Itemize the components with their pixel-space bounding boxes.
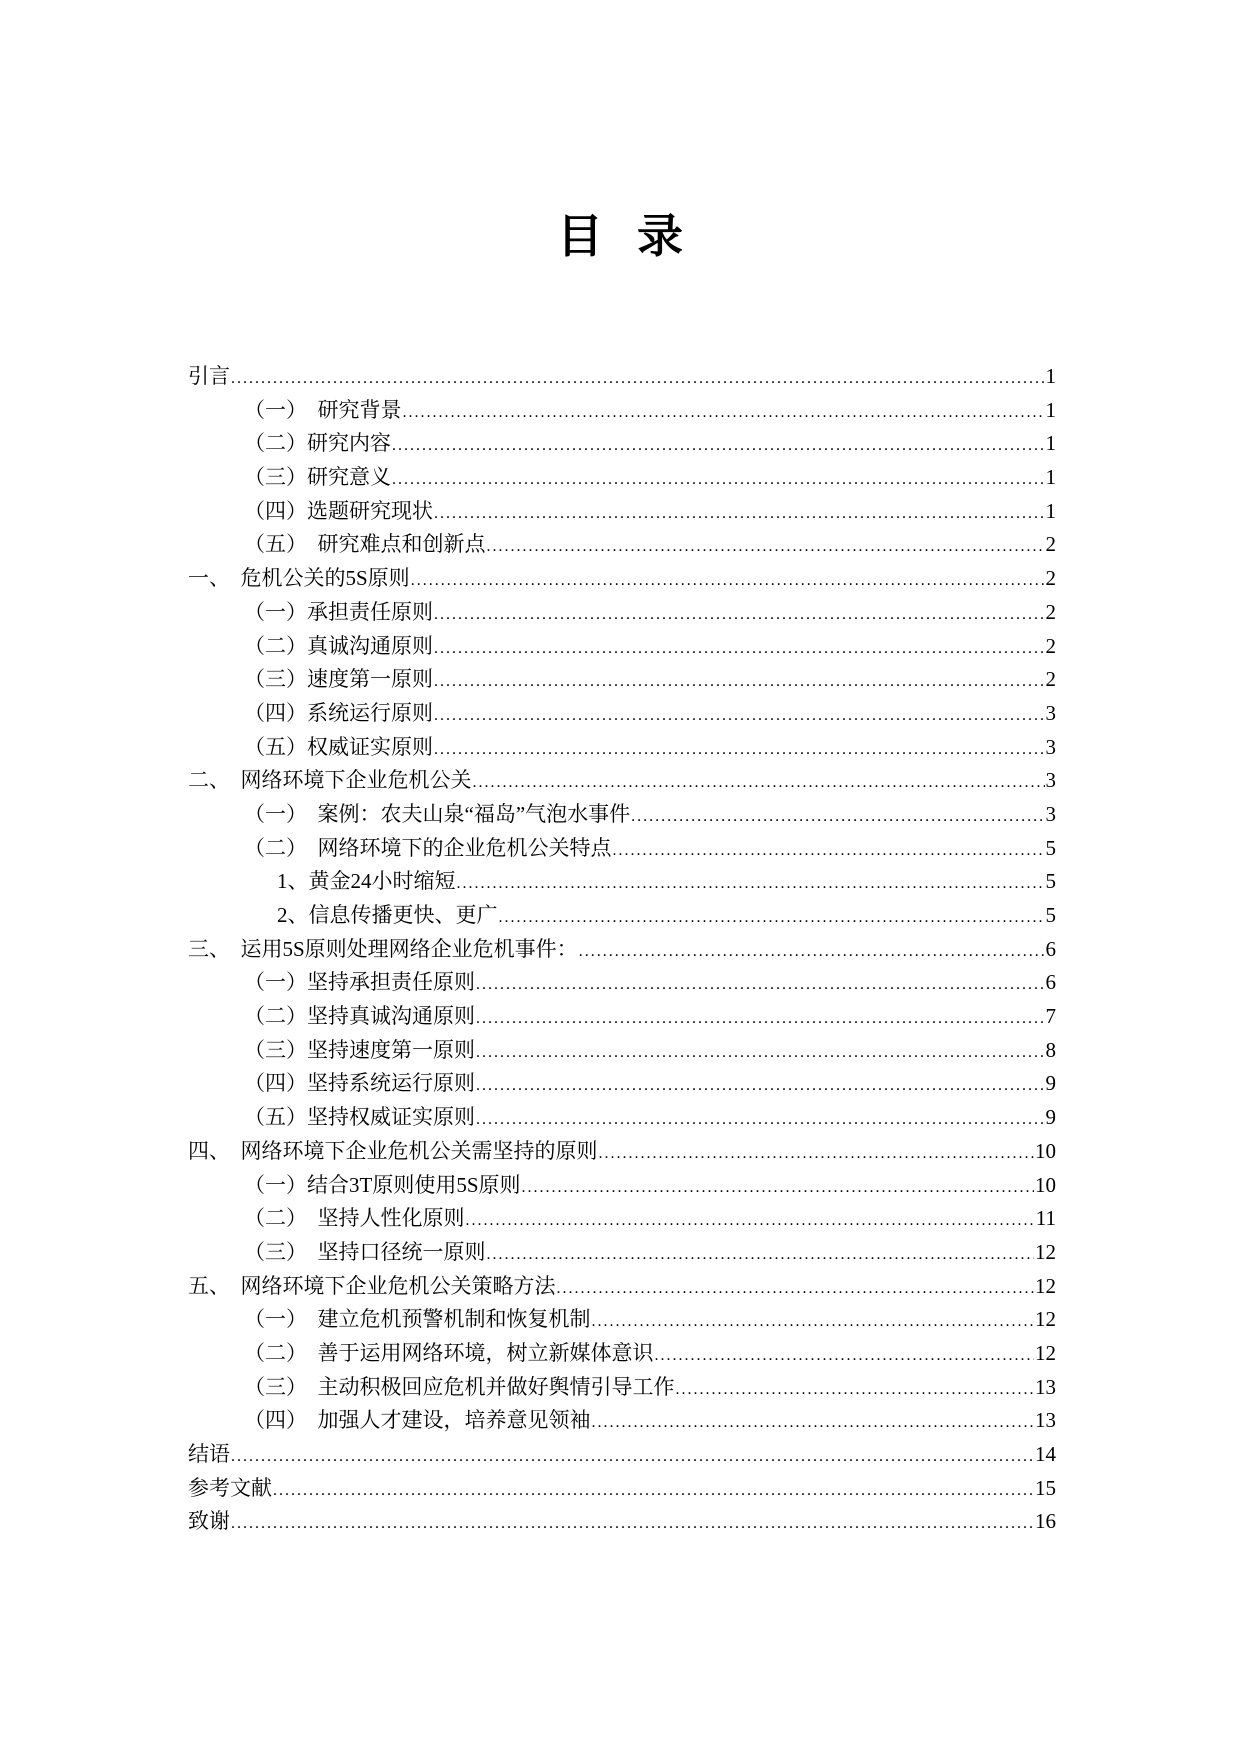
toc-entry-page-number: 2 bbox=[1045, 599, 1056, 624]
toc-entry[interactable] bbox=[188, 1270, 1056, 1304]
toc-entry[interactable] bbox=[188, 528, 1056, 562]
dot-leader bbox=[473, 774, 1045, 792]
dot-leader bbox=[231, 370, 1045, 388]
toc-entry[interactable] bbox=[188, 1371, 1056, 1405]
dot-leader bbox=[476, 1044, 1045, 1062]
toc-entry-page-number: 13 bbox=[1035, 1408, 1056, 1433]
dot-leader bbox=[392, 471, 1045, 489]
toc-entry-label: （四）选题研究现状 bbox=[244, 498, 433, 523]
dot-leader bbox=[434, 640, 1045, 658]
dot-leader bbox=[434, 606, 1045, 624]
toc-entry[interactable] bbox=[188, 562, 1056, 596]
toc-entry-label: （三）研究意义 bbox=[244, 465, 391, 490]
toc-entry[interactable] bbox=[188, 360, 1056, 394]
toc-entry-page-number: 16 bbox=[1035, 1509, 1056, 1534]
dot-leader bbox=[231, 1448, 1034, 1466]
toc-entry-label: 结语 bbox=[188, 1442, 230, 1466]
toc-entry-page-number: 2 bbox=[1045, 566, 1056, 591]
toc-entry[interactable] bbox=[188, 1303, 1056, 1337]
toc-entry-label: （一） 案例：农夫山泉“福岛”气泡水事件 bbox=[244, 801, 631, 826]
toc-entry-page-number: 12 bbox=[1035, 1307, 1056, 1332]
toc-entry-label: （三）坚持速度第一原则 bbox=[244, 1037, 475, 1062]
toc-entry-page-number: 5 bbox=[1045, 903, 1056, 927]
toc-entry-label: 四、 网络环境下企业危机公关需坚持的原则 bbox=[188, 1138, 598, 1163]
toc-entry-page-number: 8 bbox=[1045, 1037, 1056, 1062]
toc-entry[interactable] bbox=[188, 1135, 1056, 1169]
toc-entry-label: 引言 bbox=[188, 364, 230, 388]
toc-entry[interactable] bbox=[188, 663, 1056, 697]
toc-entry[interactable] bbox=[188, 1337, 1056, 1371]
dot-leader bbox=[592, 1313, 1035, 1331]
dot-leader bbox=[434, 673, 1045, 691]
dot-leader bbox=[434, 741, 1045, 759]
dot-leader bbox=[592, 1414, 1035, 1432]
toc-entry-page-number: 11 bbox=[1035, 1206, 1056, 1231]
toc-entry[interactable] bbox=[188, 1236, 1056, 1270]
dot-leader bbox=[557, 1280, 1035, 1298]
table-of-contents bbox=[188, 360, 1056, 1539]
toc-entry-label: 三、 运用5S原则处理网络企业危机事件： bbox=[188, 936, 578, 961]
toc-entry-label: （二） 善于运用网络环境，树立新媒体意识 bbox=[244, 1340, 654, 1365]
dot-leader bbox=[579, 943, 1045, 961]
toc-entry-label: （一） 研究背景 bbox=[244, 397, 402, 422]
toc-entry-page-number: 3 bbox=[1045, 734, 1056, 759]
toc-entry-label: （三） 坚持口径统一原则 bbox=[244, 1239, 486, 1264]
toc-entry[interactable] bbox=[188, 933, 1056, 967]
toc-entry-label: 五、 网络环境下企业危机公关策略方法 bbox=[188, 1273, 556, 1298]
dot-leader bbox=[631, 808, 1044, 826]
toc-entry-label: 一、 危机公关的5S原则 bbox=[188, 566, 410, 591]
toc-entry[interactable] bbox=[188, 596, 1056, 630]
toc-entry-page-number: 6 bbox=[1045, 936, 1056, 961]
toc-entry-page-number: 1 bbox=[1045, 364, 1056, 388]
toc-entry[interactable] bbox=[188, 1034, 1056, 1068]
page-title: 目录 bbox=[557, 209, 717, 263]
dot-leader bbox=[434, 505, 1045, 523]
toc-entry-page-number: 14 bbox=[1035, 1442, 1056, 1466]
toc-entry[interactable] bbox=[188, 1472, 1056, 1506]
toc-entry-label: 2、信息传播更快、更广 bbox=[277, 903, 498, 927]
toc-entry-page-number: 1 bbox=[1045, 397, 1056, 422]
toc-entry[interactable] bbox=[188, 865, 1056, 899]
toc-entry-label: （五）坚持权威证实原则 bbox=[244, 1105, 475, 1130]
toc-entry-label: （四）系统运行原则 bbox=[244, 700, 433, 725]
toc-entry[interactable] bbox=[188, 1067, 1056, 1101]
toc-entry[interactable] bbox=[188, 731, 1056, 765]
toc-entry-page-number: 9 bbox=[1045, 1071, 1056, 1096]
toc-entry-label: （四）坚持系统运行原则 bbox=[244, 1071, 475, 1096]
toc-entry-label: （五） 研究难点和创新点 bbox=[244, 532, 486, 557]
toc-entry-page-number: 7 bbox=[1045, 1004, 1056, 1029]
toc-entry[interactable] bbox=[188, 630, 1056, 664]
toc-entry-label: （三）速度第一原则 bbox=[244, 667, 433, 692]
toc-entry-page-number: 6 bbox=[1045, 970, 1056, 995]
toc-entry-label: （二） 坚持人性化原则 bbox=[244, 1206, 465, 1231]
toc-entry[interactable] bbox=[188, 495, 1056, 529]
dot-leader bbox=[499, 909, 1045, 927]
toc-entry-page-number: 3 bbox=[1045, 801, 1056, 826]
toc-entry-label: （二）研究内容 bbox=[244, 431, 391, 456]
toc-entry-page-number: 5 bbox=[1045, 835, 1056, 860]
toc-entry-label: （一）结合3T原则使用5S原则 bbox=[244, 1172, 521, 1197]
toc-entry-page-number: 15 bbox=[1035, 1475, 1056, 1500]
dot-leader bbox=[434, 707, 1045, 725]
toc-entry[interactable] bbox=[188, 1404, 1056, 1438]
toc-entry-page-number: 2 bbox=[1045, 532, 1056, 557]
dot-leader bbox=[476, 1077, 1045, 1095]
dot-leader bbox=[599, 1145, 1035, 1163]
dot-leader bbox=[392, 437, 1045, 455]
dot-leader bbox=[655, 1347, 1035, 1365]
toc-entry[interactable] bbox=[188, 899, 1056, 933]
dot-leader bbox=[273, 1482, 1034, 1500]
dot-leader bbox=[476, 976, 1045, 994]
toc-entry-label: （一） 建立危机预警机制和恢复机制 bbox=[244, 1307, 591, 1332]
toc-entry-label: （二）坚持真诚沟通原则 bbox=[244, 1004, 475, 1029]
toc-entry-page-number: 10 bbox=[1035, 1172, 1056, 1197]
toc-entry-page-number: 9 bbox=[1045, 1105, 1056, 1130]
toc-entry-page-number: 3 bbox=[1045, 768, 1056, 793]
toc-entry-page-number: 3 bbox=[1045, 700, 1056, 725]
toc-entry-page-number: 13 bbox=[1035, 1374, 1056, 1399]
toc-entry-label: （一）坚持承担责任原则 bbox=[244, 970, 475, 995]
toc-entry-page-number: 1 bbox=[1045, 465, 1056, 490]
dot-leader bbox=[522, 1179, 1034, 1197]
toc-entry[interactable] bbox=[188, 966, 1056, 1000]
dot-leader bbox=[231, 1515, 1034, 1533]
toc-entry-label: （三） 主动积极回应危机并做好舆情引导工作 bbox=[244, 1374, 675, 1399]
toc-entry[interactable] bbox=[188, 1169, 1056, 1203]
toc-entry-page-number: 12 bbox=[1035, 1239, 1056, 1264]
dot-leader bbox=[487, 1246, 1035, 1264]
toc-entry[interactable] bbox=[188, 697, 1056, 731]
toc-entry[interactable] bbox=[188, 798, 1056, 832]
toc-entry[interactable] bbox=[188, 1438, 1056, 1472]
toc-entry-page-number: 12 bbox=[1035, 1340, 1056, 1365]
toc-entry-label: （五）权威证实原则 bbox=[244, 734, 433, 759]
dot-leader bbox=[613, 842, 1045, 860]
toc-entry-label: 致谢 bbox=[188, 1509, 230, 1534]
toc-entry-label: （二） 网络环境下的企业危机公关特点 bbox=[244, 835, 612, 860]
toc-entry-page-number: 2 bbox=[1045, 667, 1056, 692]
toc-entry-label: 1、黄金24小时缩短 bbox=[277, 869, 456, 894]
dot-leader bbox=[403, 404, 1045, 422]
toc-entry-page-number: 1 bbox=[1045, 498, 1056, 523]
toc-entry[interactable] bbox=[188, 764, 1056, 798]
toc-entry-label: （四） 加强人才建设，培养意见领袖 bbox=[244, 1408, 591, 1433]
toc-entry-label: （二）真诚沟通原则 bbox=[244, 633, 433, 658]
toc-entry-label: （一）承担责任原则 bbox=[244, 599, 433, 624]
dot-leader bbox=[676, 1381, 1035, 1399]
toc-entry[interactable] bbox=[188, 1202, 1056, 1236]
toc-entry[interactable] bbox=[188, 1101, 1056, 1135]
toc-entry-page-number: 10 bbox=[1035, 1138, 1056, 1163]
toc-entry[interactable] bbox=[188, 1505, 1056, 1539]
dot-leader bbox=[487, 538, 1045, 556]
dot-leader bbox=[411, 572, 1045, 590]
dot-leader bbox=[466, 1212, 1035, 1230]
dot-leader bbox=[476, 1010, 1045, 1028]
toc-entry-page-number: 2 bbox=[1045, 633, 1056, 658]
toc-entry[interactable] bbox=[188, 427, 1056, 461]
toc-entry-label: 参考文献 bbox=[188, 1475, 272, 1500]
toc-entry-page-number: 1 bbox=[1045, 431, 1056, 456]
dot-leader bbox=[476, 1111, 1045, 1129]
toc-entry[interactable] bbox=[188, 394, 1056, 428]
dot-leader bbox=[457, 875, 1045, 893]
toc-entry[interactable] bbox=[188, 461, 1056, 495]
toc-entry[interactable] bbox=[188, 832, 1056, 866]
toc-entry-page-number: 12 bbox=[1035, 1273, 1056, 1298]
toc-entry-label: 二、 网络环境下企业危机公关 bbox=[188, 768, 472, 793]
toc-entry-page-number: 5 bbox=[1045, 869, 1056, 894]
toc-entry[interactable] bbox=[188, 1000, 1056, 1034]
